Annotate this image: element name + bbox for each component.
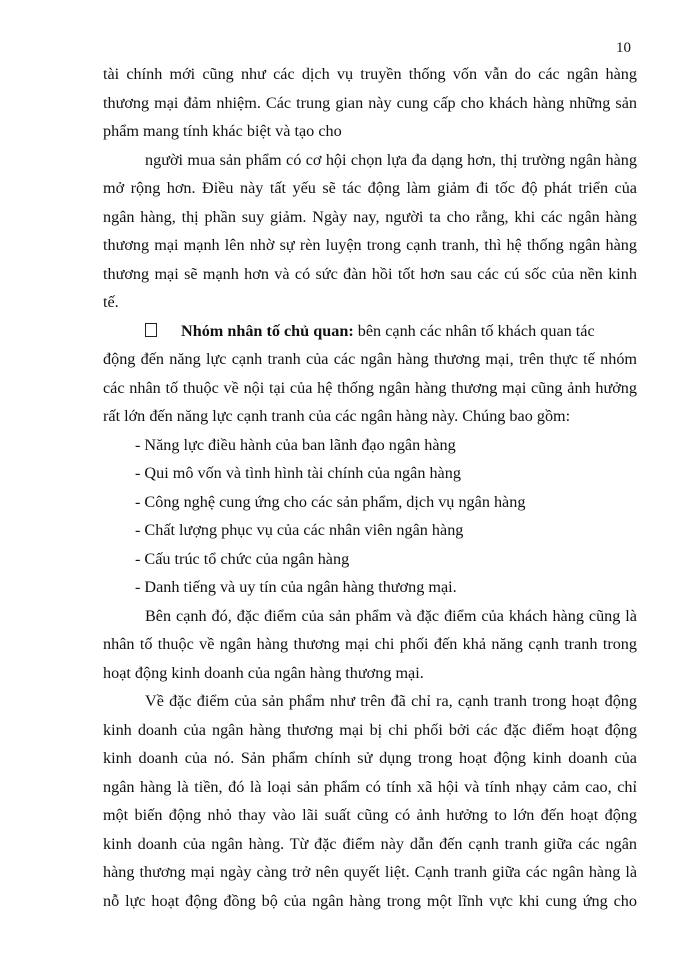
paragraph-line: các nhân tố thuộc về nội tại của hệ thống ngân hàng thương mại cũng ảnh hưởng (103, 378, 637, 397)
paragraph-line: ngân hàng, thị phần suy giảm. Ngày nay, người ta cho rằng, khi các ngân hàng (103, 207, 637, 226)
list-item: - Chất lượng phục vụ của các nhân viên ngân hàng (135, 521, 464, 539)
list-item: - Danh tiếng và uy tín của ngân hàng thương mại. (135, 578, 457, 596)
paragraph-line: thương mại đảm nhiệm. Các trung gian này cung cấp cho khách hàng những sản (103, 93, 637, 112)
paragraph-line: ngân hàng là tiền, đó là loại sản phẩm có tính xã hội và tính nhạy cảm cao, chỉ (103, 777, 637, 796)
paragraph-line: mở rộng hơn. Điều này tất yếu sẽ tác động làm giảm đi tốc độ phát triển của (103, 179, 637, 197)
document-body (103, 60, 637, 915)
paragraph-line: hoạt động kinh doanh của ngân hàng thương mại. (103, 663, 424, 682)
paragraph-line: thương mại sẽ mạnh hơn và có sức đàn hồi tốt hơn sau các cú sốc của nền kinh (103, 264, 637, 283)
paragraph-line: một biến động nhỏ thay vào lãi suất cũng có ảnh hưởng to lớn đến hoạt động (103, 806, 637, 824)
section-heading: Nhóm nhân tố chủ quan: (181, 321, 354, 340)
paragraph-line: kinh doanh của nó. Sản phẩm chính sử dụng trong hoạt động kinh doanh của (103, 749, 637, 767)
list-item: - Cấu trúc tổ chức của ngân hàng (135, 549, 350, 568)
list-item: - Qui mô vốn và tình hình tài chính của ngân hàng (135, 464, 461, 482)
paragraph-line: tài chính mới cũng như các dịch vụ truyền thống vốn vẫn do các ngân hàng (103, 65, 637, 83)
paragraph-text: bên cạnh các nhân tố khách quan tác (353, 321, 595, 340)
paragraph-line: kinh doanh của ngân hàng thương mại bị chi phối bởi các đặc điểm hoạt động (103, 720, 637, 739)
square-bullet-icon (145, 323, 157, 337)
paragraph-line: người mua sản phẩm có cơ hội chọn lựa đa dạng hơn, thị trường ngân hàng (145, 150, 637, 169)
paragraph-line: Bên cạnh đó, đặc điểm của sản phẩm và đặc điểm của khách hàng cũng là (145, 606, 637, 625)
paragraph-line: nỗ lực hoạt động đồng bộ của ngân hàng trong một lĩnh vực khi cung ứng cho (103, 891, 637, 910)
paragraph-line: nhân tố thuộc về ngân hàng thương mại chi phối đến khả năng cạnh tranh trong (103, 635, 637, 653)
paragraph-line: thương mại mạnh lên nhờ sự rèn luyện trong cạnh tranh, thì hệ thống ngân hàng (103, 236, 637, 254)
page-number: 10 (616, 40, 631, 56)
bullet-paragraph-first-line (103, 317, 637, 346)
list-item: - Công nghệ cung ứng cho các sản phẩm, dịch vụ ngân hàng (135, 492, 526, 511)
paragraph-line: tế. (103, 293, 119, 311)
list-item: - Năng lực điều hành của ban lãnh đạo ngân hàng (135, 435, 456, 454)
paragraph-line: rất lớn đến năng lực cạnh tranh của các ngân hàng này. Chúng bao gồm: (103, 407, 571, 425)
paragraph-line: Về đặc điểm của sản phẩm như trên đã chỉ ra, cạnh tranh trong hoạt động (145, 692, 637, 710)
paragraph-line: kinh doanh của ngân hàng. Từ đặc điểm này dẫn đến cạnh tranh giữa các ngân (103, 834, 637, 853)
paragraph-line: phẩm mang tính khác biệt và tạo cho (103, 122, 342, 140)
paragraph-line: hàng thương mại ngày càng trở nên quyết liệt. Cạnh tranh giữa các ngân hàng là (103, 863, 637, 881)
paragraph-line: động đến năng lực cạnh tranh của các ngân hàng thương mại, trên thực tế nhóm (103, 350, 637, 368)
